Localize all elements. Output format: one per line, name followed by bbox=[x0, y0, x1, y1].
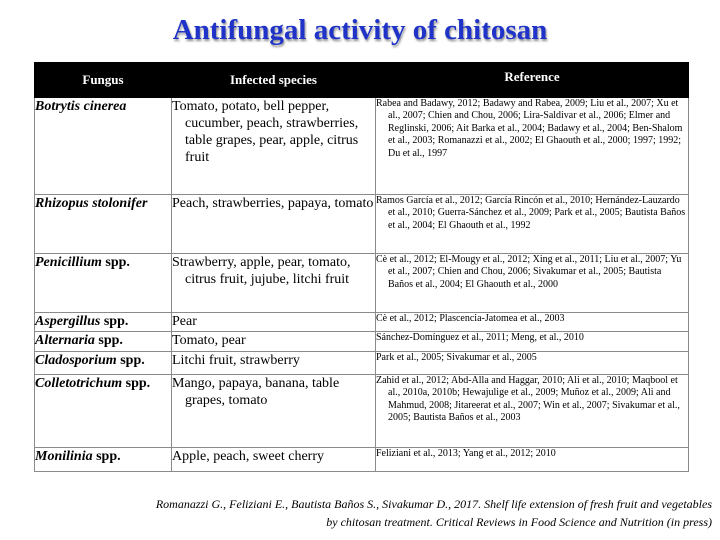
species-cell bbox=[172, 254, 376, 313]
fungus-cell bbox=[35, 98, 172, 195]
fungus-cell bbox=[35, 195, 172, 254]
species-text: Litchi fruit, strawberry bbox=[172, 353, 300, 368]
reference-cell bbox=[376, 375, 689, 448]
header-infected-species: Infected species bbox=[172, 63, 376, 98]
fungus-genus: Rhizopus stolonifer bbox=[35, 196, 148, 211]
fungus-suffix: spp. bbox=[101, 255, 130, 270]
fungus-cell bbox=[35, 254, 172, 313]
species-cell bbox=[172, 332, 376, 352]
species-text: Tomato, pear bbox=[172, 333, 246, 348]
reference-cell bbox=[376, 332, 689, 352]
species-text: Tomato, potato, bell pepper, cucumber, peach, strawberries, table grapes, pear, apple, citrus fruit bbox=[172, 99, 359, 165]
antifungal-table bbox=[34, 62, 689, 472]
fungus-cell bbox=[35, 332, 172, 352]
reference-cell bbox=[376, 313, 689, 332]
fungus-genus: Aspergillus bbox=[35, 314, 101, 329]
species-text: Strawberry, apple, pear, tomato, citrus fruit, jujube, litchi fruit bbox=[172, 255, 351, 287]
table-row bbox=[35, 448, 689, 472]
fungus-suffix: spp. bbox=[94, 333, 123, 348]
reference-cell bbox=[376, 254, 689, 313]
fungus-suffix: spp. bbox=[116, 353, 145, 368]
table-row bbox=[35, 254, 689, 313]
table-row bbox=[35, 195, 689, 254]
table-row bbox=[35, 375, 689, 448]
fungus-genus: Penicillium bbox=[35, 255, 102, 270]
page-title: Antifungal activity of chitosan bbox=[172, 14, 548, 46]
fungus-genus: Cladosporium bbox=[35, 353, 117, 368]
citation-line-1: Romanazzi G., Feliziani E., Bautista Baños S., Sivakumar D., 2017. Shelf life extension of fresh fruit and vegetables bbox=[155, 497, 712, 511]
reference-text: Zahid et al., 2012; Abd-Alla and Haggar, 2010; Ali et al., 2010; Maqbool et al., 2010a, 2010b; Hewajulige et al., 2009; Muñoz et al., 2009; Ali and Mahmud, 2008; Jitareerat et al., 2007; Win et al., 2007; Sivakumar et al., 2005; Bautista Baños et al., 2003 bbox=[376, 375, 680, 424]
table-row bbox=[35, 352, 689, 375]
fungus-cell bbox=[35, 375, 172, 448]
fungus-cell bbox=[35, 352, 172, 375]
species-text: Peach, strawberries, papaya, tomato bbox=[172, 196, 374, 211]
species-cell bbox=[172, 352, 376, 375]
reference-cell bbox=[376, 448, 689, 472]
source-citation bbox=[0, 495, 712, 531]
reference-text: Cè et al., 2012; Plascencia-Jatomea et al., 2003 bbox=[376, 313, 565, 324]
table-header-row bbox=[35, 63, 689, 98]
fungus-suffix: spp. bbox=[100, 314, 129, 329]
reference-cell bbox=[376, 98, 689, 195]
citation-line-2: by chitosan treatment. Critical Reviews in Food Science and Nutrition (in press) bbox=[326, 515, 712, 529]
table-row bbox=[35, 332, 689, 352]
reference-text: Rabea and Badawy, 2012; Badawy and Rabea, 2009; Liu et al., 2007; Xu et al., 2007; Chien and Chou, 2006; Lira-Saldivar et al., 2006; Elmer and Reglinski, 2006; Ait Barka et al., 2004; Badawy et al., 2004; Ben-Shalom et al., 2003; Romanazzi et al., 2002; El Ghaouth et al., 2000; 1997; 1992; Du et al., 1997 bbox=[376, 98, 683, 159]
fungus-suffix: spp. bbox=[122, 376, 151, 391]
reference-text: Park et al., 2005; Sivakumar et al., 2005 bbox=[376, 352, 537, 363]
reference-cell bbox=[376, 195, 689, 254]
species-text: Pear bbox=[172, 314, 197, 329]
fungus-cell bbox=[35, 448, 172, 472]
species-cell bbox=[172, 98, 376, 195]
species-cell bbox=[172, 448, 376, 472]
species-cell bbox=[172, 195, 376, 254]
reference-text: Cè et al., 2012; El-Mougy et al., 2012; Xing et al., 2011; Liu et al., 2007; Yu et al., 2007; Chien and Chou, 2006; Sivakumar et al., 2005; Bautista Baños et al., 2004; El Ghaouth et al., 2000 bbox=[376, 254, 682, 290]
reference-cell bbox=[376, 352, 689, 375]
fungus-genus: Colletotrichum bbox=[35, 376, 123, 391]
species-text: Mango, papaya, banana, table grapes, tomato bbox=[172, 376, 340, 408]
fungus-suffix: spp. bbox=[92, 449, 121, 464]
fungus-genus: Monilinia bbox=[35, 449, 93, 464]
table-row bbox=[35, 98, 689, 195]
table-row bbox=[35, 313, 689, 332]
reference-text: Sánchez-Domínguez et al., 2011; Meng, et al., 2010 bbox=[376, 332, 584, 343]
fungus-genus: Botrytis cinerea bbox=[35, 99, 127, 114]
header-reference: Reference bbox=[376, 63, 689, 98]
reference-text: Feliziani et al., 2013; Yang et al., 2012; 2010 bbox=[376, 448, 556, 459]
header-fungus: Fungus bbox=[35, 63, 172, 98]
species-cell bbox=[172, 313, 376, 332]
fungus-genus: Alternaria bbox=[35, 333, 95, 348]
fungus-cell bbox=[35, 313, 172, 332]
species-cell bbox=[172, 375, 376, 448]
species-text: Apple, peach, sweet cherry bbox=[172, 449, 324, 464]
reference-text: Ramos García et al., 2012; García Rincón et al., 2010; Hernández-Lauzardo et al., 2010; Guerra-Sánchez et al., 2009; Park et al., 2005; Bautista Baños et al., 2004; El Ghaouth et al., 1992 bbox=[376, 195, 686, 231]
